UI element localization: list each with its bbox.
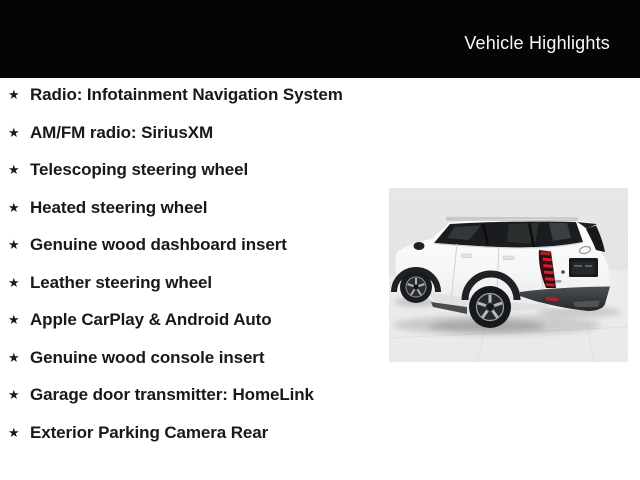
- highlight-text: Genuine wood dashboard insert: [30, 235, 287, 254]
- highlight-text: Exterior Parking Camera Rear: [30, 422, 269, 442]
- star-icon: ★: [8, 162, 20, 177]
- highlight-item: [8, 422, 362, 444]
- star-icon: ★: [8, 349, 20, 365]
- highlight-item: [8, 159, 362, 181]
- page-title: Vehicle Highlights: [464, 33, 610, 53]
- header-bar: [0, 0, 640, 78]
- highlight-text: Telescoping steering wheel: [30, 160, 249, 179]
- highlight-item: [8, 347, 362, 369]
- highlight-item: [8, 122, 362, 144]
- vehicle-photo: [389, 188, 628, 362]
- highlight-item: [8, 197, 362, 219]
- star-icon: ★: [8, 199, 20, 215]
- suv-illustration: [389, 188, 628, 362]
- highlight-item: [8, 84, 362, 106]
- model-badge: [555, 280, 562, 283]
- highlight-text: Garage door transmitter: HomeLink: [30, 385, 314, 404]
- highlight-text: Genuine wood console insert: [30, 347, 265, 367]
- highlight-text: Leather steering wheel: [30, 272, 213, 292]
- highlight-text: Apple CarPlay & Android Auto: [30, 310, 272, 329]
- star-icon: ★: [8, 274, 20, 290]
- vehicle-highlights-list: [8, 84, 362, 459]
- highlight-item: [8, 384, 362, 406]
- highlight-item: [8, 309, 362, 331]
- star-icon: ★: [8, 312, 20, 327]
- camera-sensor: [561, 270, 565, 274]
- highlight-item: [8, 234, 362, 256]
- highlight-text: AM/FM radio: SiriusXM: [30, 122, 214, 142]
- license-plate: [569, 258, 598, 277]
- highlight-item: [8, 272, 362, 294]
- star-icon: ★: [8, 424, 20, 440]
- star-icon: ★: [8, 87, 20, 102]
- highlight-text: Heated steering wheel: [30, 197, 208, 217]
- roof-rail: [446, 218, 578, 219]
- star-icon: ★: [8, 124, 20, 140]
- highlight-text: Radio: Infotainment Navigation System: [30, 85, 343, 104]
- star-icon: ★: [8, 387, 20, 402]
- side-mirror: [414, 242, 425, 250]
- star-icon: ★: [8, 237, 20, 252]
